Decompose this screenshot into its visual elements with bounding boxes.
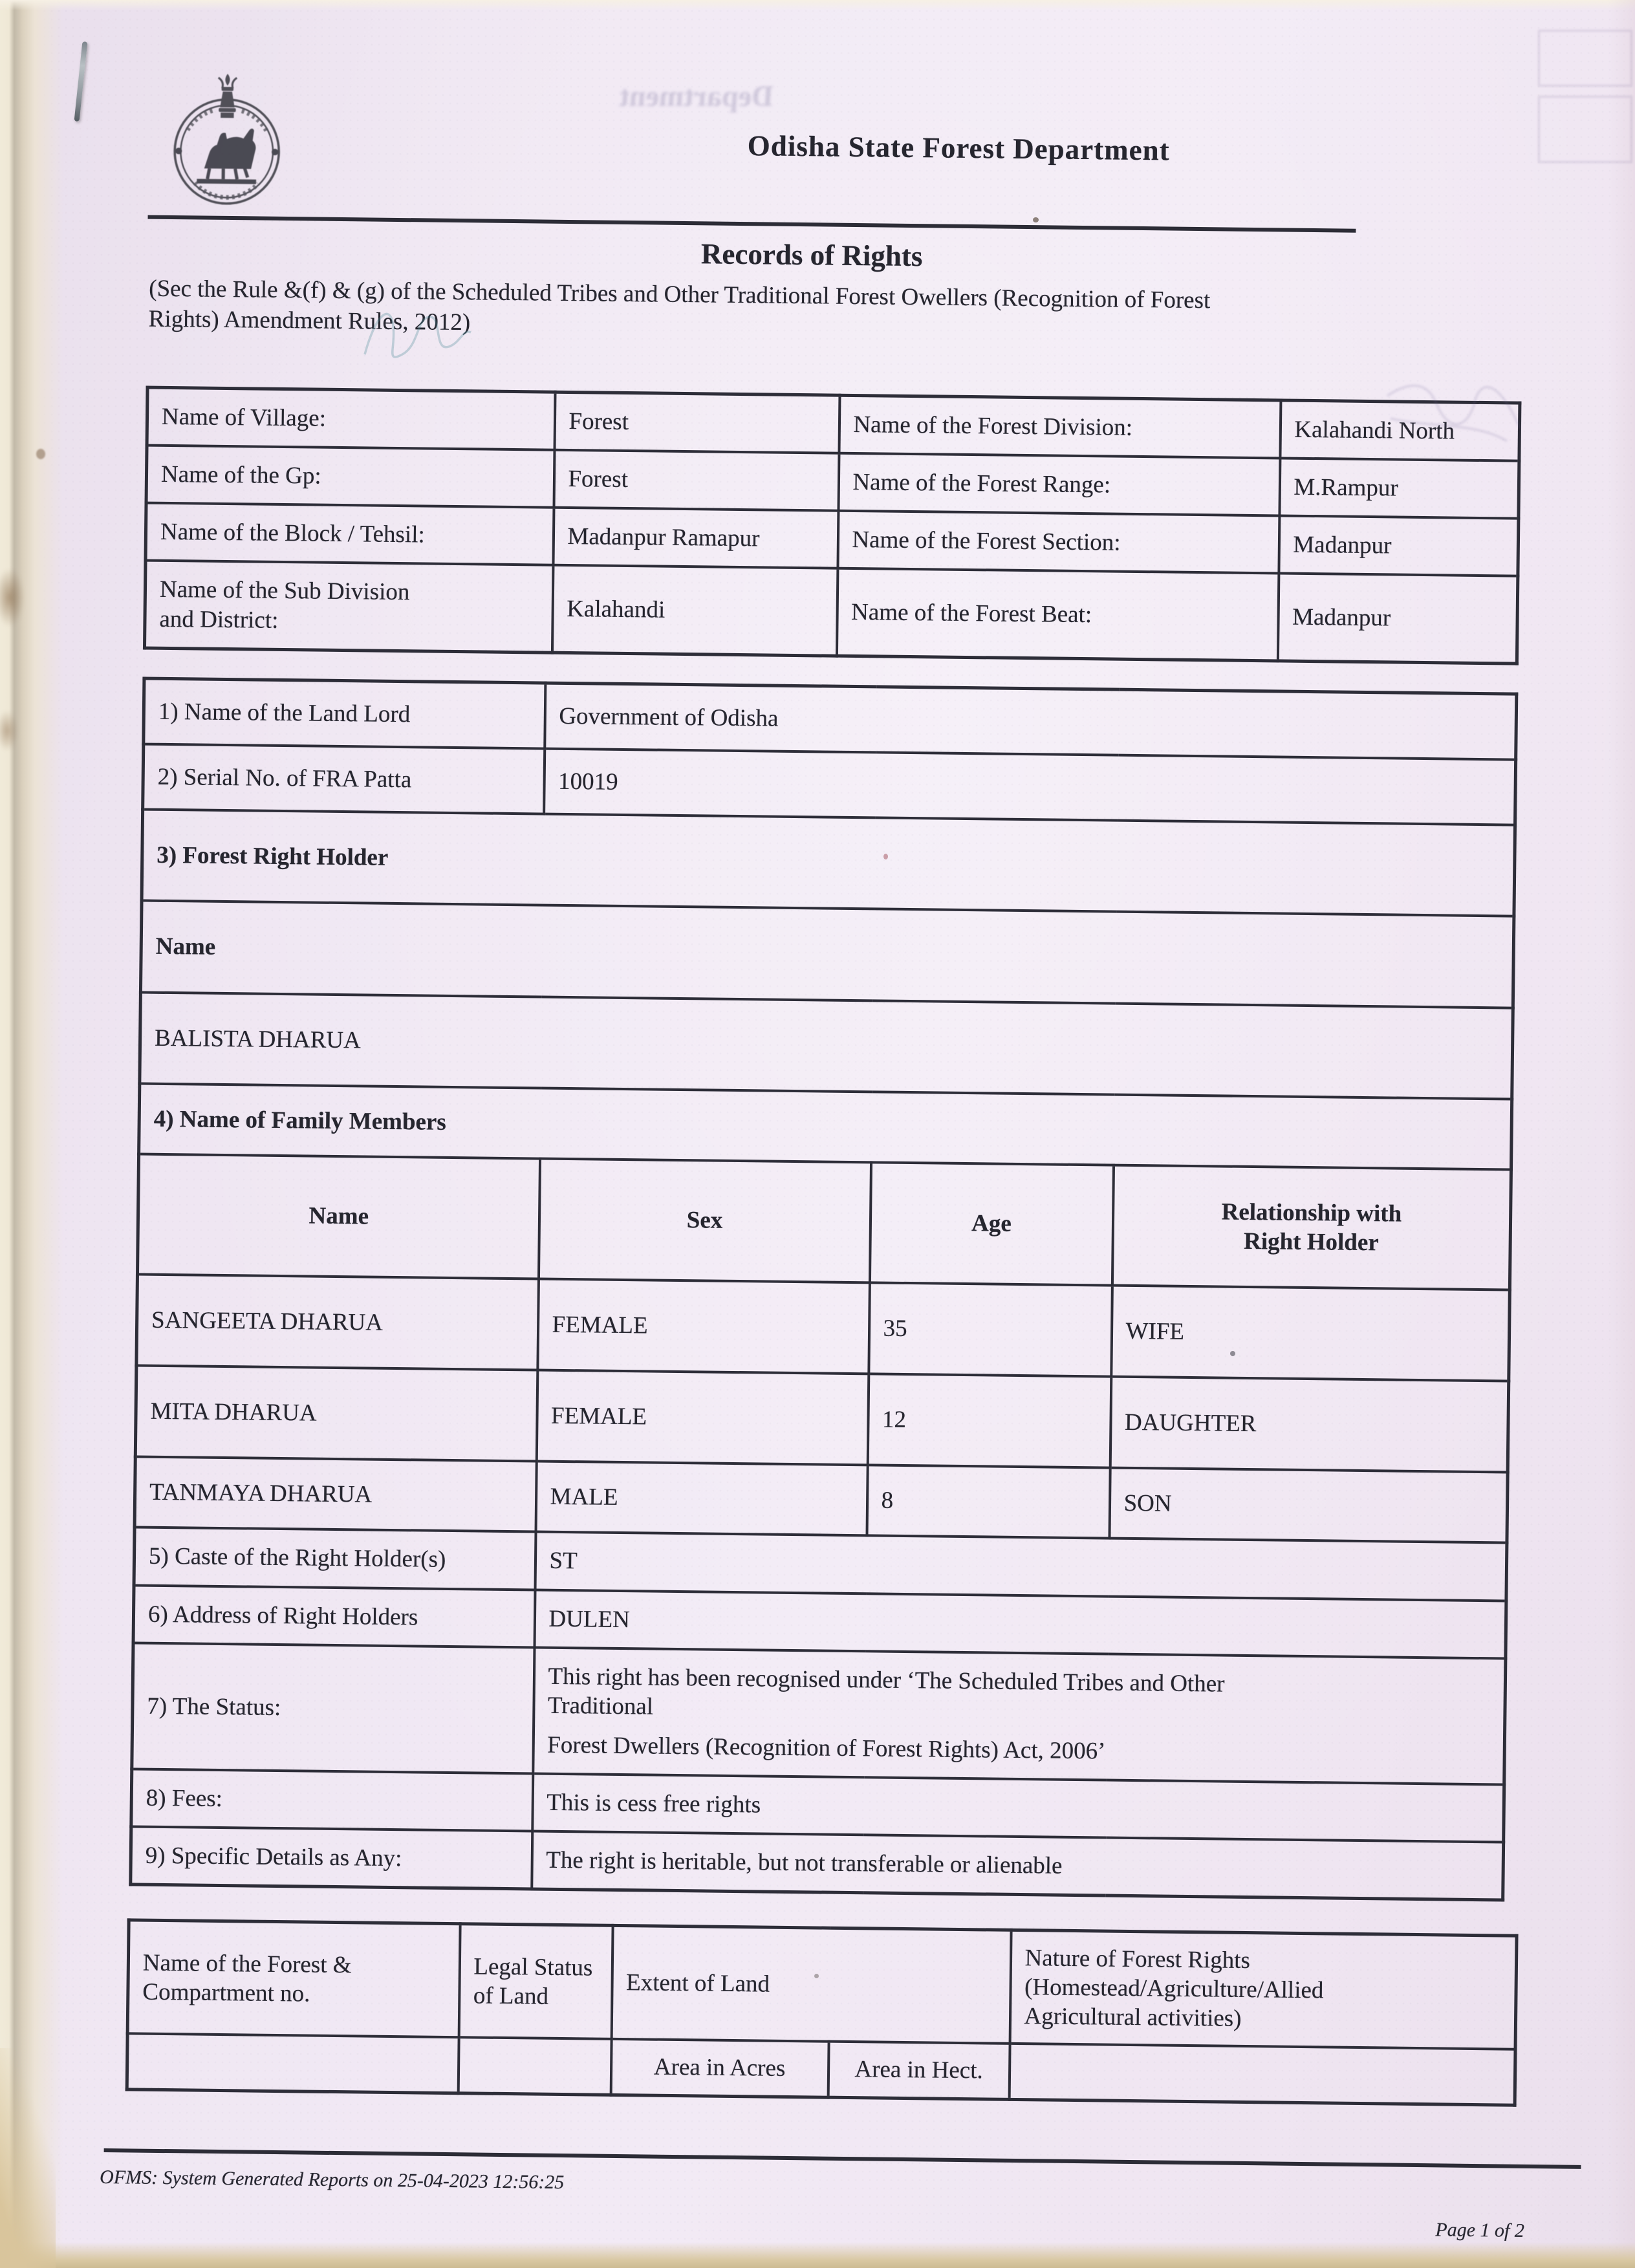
section-heading: 3) Forest Right Holder — [142, 810, 1515, 916]
family-header: Sex — [538, 1158, 871, 1282]
family-header: Name — [137, 1154, 539, 1279]
section-heading: 4) Name of Family Members — [139, 1083, 1512, 1169]
location-value: Forest — [554, 392, 839, 453]
table-row — [127, 1920, 1517, 2049]
table-row — [137, 1154, 1511, 1290]
status-line: Forest Dwellers (Recognition of Forest Rights) Act, 2006’ — [547, 1731, 1106, 1765]
location-table — [143, 386, 1521, 665]
scan-corner-shadow — [0, 2048, 56, 2268]
detail-label: 1) Name of the Land Lord — [144, 678, 545, 749]
table-row — [142, 810, 1515, 916]
document-body — [99, 19, 1604, 2241]
table-row — [136, 1274, 1510, 1381]
dust-speck — [883, 854, 888, 859]
details-table — [129, 677, 1518, 1902]
table-row — [144, 561, 1517, 664]
header-divider — [148, 215, 1356, 233]
detail-value: This is cess free rights — [532, 1773, 1504, 1842]
family-cell: MALE — [536, 1462, 867, 1536]
table-row — [140, 992, 1513, 1099]
stain — [36, 449, 45, 459]
extent-header: Legal Status of Land — [459, 1924, 612, 2040]
location-value: Madanpur — [1279, 516, 1519, 576]
family-header: Age — [869, 1162, 1113, 1285]
empty-cell — [1009, 2044, 1515, 2104]
table-row — [135, 1366, 1508, 1473]
location-value: Kalahandi — [552, 565, 838, 656]
location-value: Madanpur — [1277, 574, 1518, 664]
detail-value: 10019 — [544, 749, 1516, 825]
dust-speck — [1230, 1351, 1235, 1356]
extent-header: Name of the Forest & Compartment no. — [127, 1920, 460, 2038]
status-line: Traditional — [547, 1692, 654, 1720]
extent-header-text: Nature of Forest Rights (Homestead/Agriculture/Allied Agricultural activities) — [1024, 1945, 1324, 2033]
table-row — [132, 1643, 1506, 1784]
detail-label: 2) Serial No. of FRA Patta — [143, 744, 545, 814]
ink-bleedthrough-scribble — [1378, 357, 1526, 454]
document-title: Records of Rights — [700, 237, 923, 273]
location-value: Madanpur Ramapur — [553, 508, 838, 568]
section-heading: Name — [140, 901, 1513, 1008]
location-label: Name of the Forest Section: — [838, 511, 1279, 574]
family-header-text: Relationship with Right Holder — [1221, 1198, 1402, 1257]
detail-label: 5) Caste of the Right Holder(s) — [134, 1528, 536, 1590]
detail-label: 9) Specific Details as Any: — [131, 1827, 532, 1890]
detail-label: 8) Fees: — [131, 1769, 533, 1831]
family-cell: 12 — [867, 1374, 1111, 1467]
family-cell: TANMAYA DHARUA — [135, 1457, 536, 1532]
location-label: Name of the Gp: — [146, 446, 554, 508]
location-value: Forest — [554, 450, 839, 511]
footer-page-number: Page 1 of 2 — [1435, 2219, 1525, 2241]
extent-subheader: Area in Acres — [611, 2039, 828, 2097]
family-cell: SON — [1109, 1468, 1508, 1543]
detail-value: Government of Odisha — [545, 683, 1517, 760]
family-cell: 35 — [869, 1282, 1112, 1376]
location-label-text: Name of the Sub Division and District: — [159, 576, 410, 634]
family-cell: FEMALE — [537, 1279, 870, 1374]
handwritten-scribble — [357, 292, 480, 376]
detail-label: 7) The Status: — [132, 1643, 534, 1773]
location-label: Name of the Forest Division: — [839, 395, 1281, 458]
location-label — [144, 561, 552, 653]
table-row — [140, 901, 1513, 1008]
scan-right-edge — [1608, 0, 1635, 2268]
family-header — [1112, 1165, 1511, 1290]
family-cell: DAUGHTER — [1110, 1377, 1509, 1473]
ink-bleedthrough-text: Department — [618, 80, 775, 113]
empty-cell — [127, 2034, 459, 2093]
dust-speck — [1033, 217, 1039, 222]
location-label: Name of the Forest Beat: — [836, 568, 1278, 660]
department-title: Odisha State Forest Department — [747, 129, 1170, 167]
location-label: Name of Village: — [147, 387, 555, 450]
dust-speck — [814, 1974, 819, 1978]
family-cell: MITA DHARUA — [135, 1366, 537, 1462]
extent-header: Extent of Land — [611, 1925, 1011, 2044]
document-subtitle — [148, 274, 1533, 351]
family-cell: 8 — [867, 1465, 1110, 1539]
detail-value — [533, 1647, 1506, 1784]
family-cell: SANGEETA DHARUA — [136, 1274, 539, 1370]
extent-subheader: Area in Hect. — [828, 2042, 1010, 2099]
ink-bleedthrough-box — [1538, 96, 1632, 163]
odisha-state-emblem-icon — [160, 69, 294, 210]
detail-value: The right is heritable, but not transferable or alienable — [532, 1831, 1504, 1901]
location-label: Name of the Block / Tehsil: — [146, 503, 554, 565]
footer-divider — [104, 2148, 1581, 2169]
extent-header — [1010, 1930, 1517, 2049]
location-value: Kalahandi North — [1280, 400, 1520, 461]
staple-pin — [74, 41, 88, 122]
detail-value: ST — [535, 1532, 1507, 1601]
location-value: M.Rampur — [1279, 459, 1519, 519]
subtitle-line: Rights) Amendment Rules, 2012) — [148, 305, 471, 336]
detail-value: DULEN — [534, 1590, 1506, 1658]
empty-cell — [458, 2038, 611, 2095]
ink-bleedthrough-box — [1538, 30, 1632, 87]
subtitle-line: (Sec the Rule &(f) & (g) of the Scheduled Tribes and Other Traditional Forest Owellers (Recognition of Forest — [149, 275, 1211, 314]
right-holder-name: BALISTA DHARUA — [140, 992, 1513, 1099]
scan-bottom-edge — [0, 2242, 1635, 2268]
status-line: This right has been recognised under ‘The Scheduled Tribes and Other — [548, 1663, 1225, 1698]
detail-label: 6) Address of Right Holders — [133, 1585, 535, 1647]
extent-table — [125, 1918, 1519, 2106]
scan-left-edge — [0, 0, 65, 2268]
family-cell: FEMALE — [536, 1370, 869, 1465]
location-label: Name of the Forest Range: — [838, 453, 1280, 516]
scan-top-edge — [0, 0, 1635, 10]
family-cell: WIFE — [1111, 1286, 1510, 1381]
footer-generated-text: OFMS: System Generated Reports on 25-04-2023 12:56:25 — [99, 2166, 565, 2194]
